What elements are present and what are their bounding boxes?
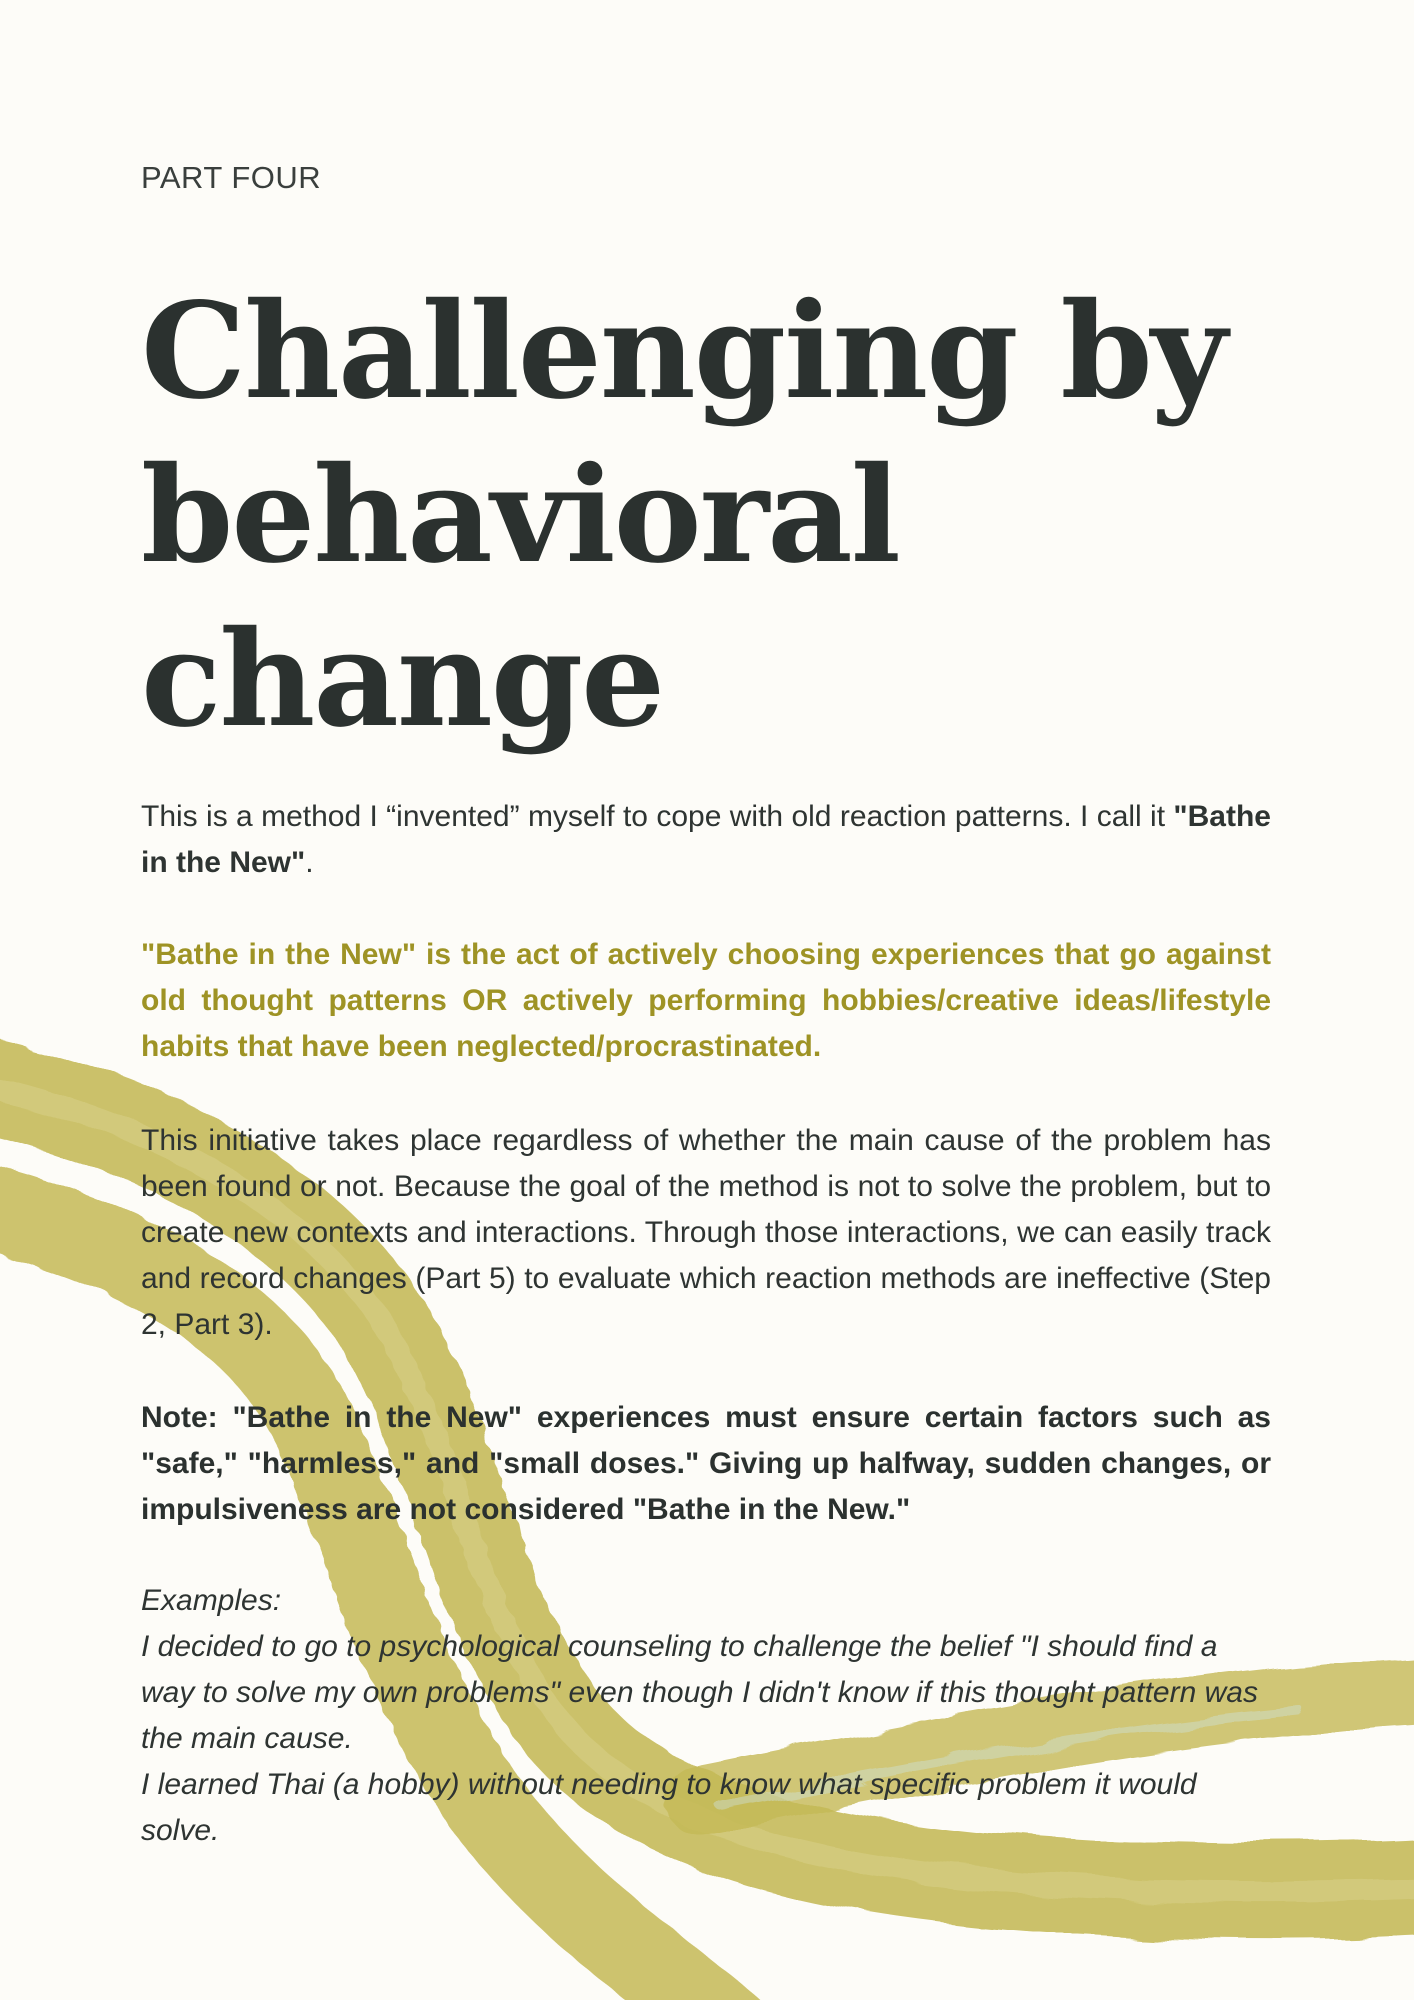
title-line-1: Challenging by xyxy=(141,274,1226,429)
examples-block xyxy=(141,1578,1271,1854)
page-title xyxy=(141,270,1271,762)
intro-paragraph xyxy=(141,794,1271,886)
title-line-2: behavioral xyxy=(141,438,899,593)
example-item: I decided to go to psychological counseling to challenge the belief "I should find a way to solve my own problems" even though I didn't know if this thought pattern was the main cause. xyxy=(141,1630,1258,1755)
title-line-3: change xyxy=(141,602,664,757)
examples-heading: Examples: xyxy=(141,1584,282,1617)
definition-paragraph: "Bathe in the New" is the act of actively choosing experiences that go against old thought patterns OR actively performing hobbies/creative ideas/lifestyle habits that have been neglected/procrastinated. xyxy=(141,938,1271,1063)
intro-text: This is a method I “invented” myself to cope with old reaction patterns. I call it xyxy=(141,800,1174,833)
intro-end: . xyxy=(305,846,314,879)
explanation-paragraph: This initiative takes place regardless of whether the main cause of the problem has been found or not. Because the goal of the method is not to solve the problem, but to create new contexts and interactions. Through those interactions, we can easily track and record changes (Part 5) to evaluate which reaction methods are ineffective (Step 2, Part 3). xyxy=(141,1124,1271,1341)
method-name: "Bathe in the New" xyxy=(141,800,1271,879)
note-paragraph: Note: "Bathe in the New" experiences must ensure certain factors such as "safe," "harmless," and "small doses." Giving up halfway, sudden changes, or impulsiveness are not considered "Bathe in the New." xyxy=(141,1401,1271,1526)
example-item: I learned Thai (a hobby) without needing to know what specific problem it would solve. xyxy=(141,1768,1197,1847)
section-label: PART FOUR xyxy=(141,160,322,195)
